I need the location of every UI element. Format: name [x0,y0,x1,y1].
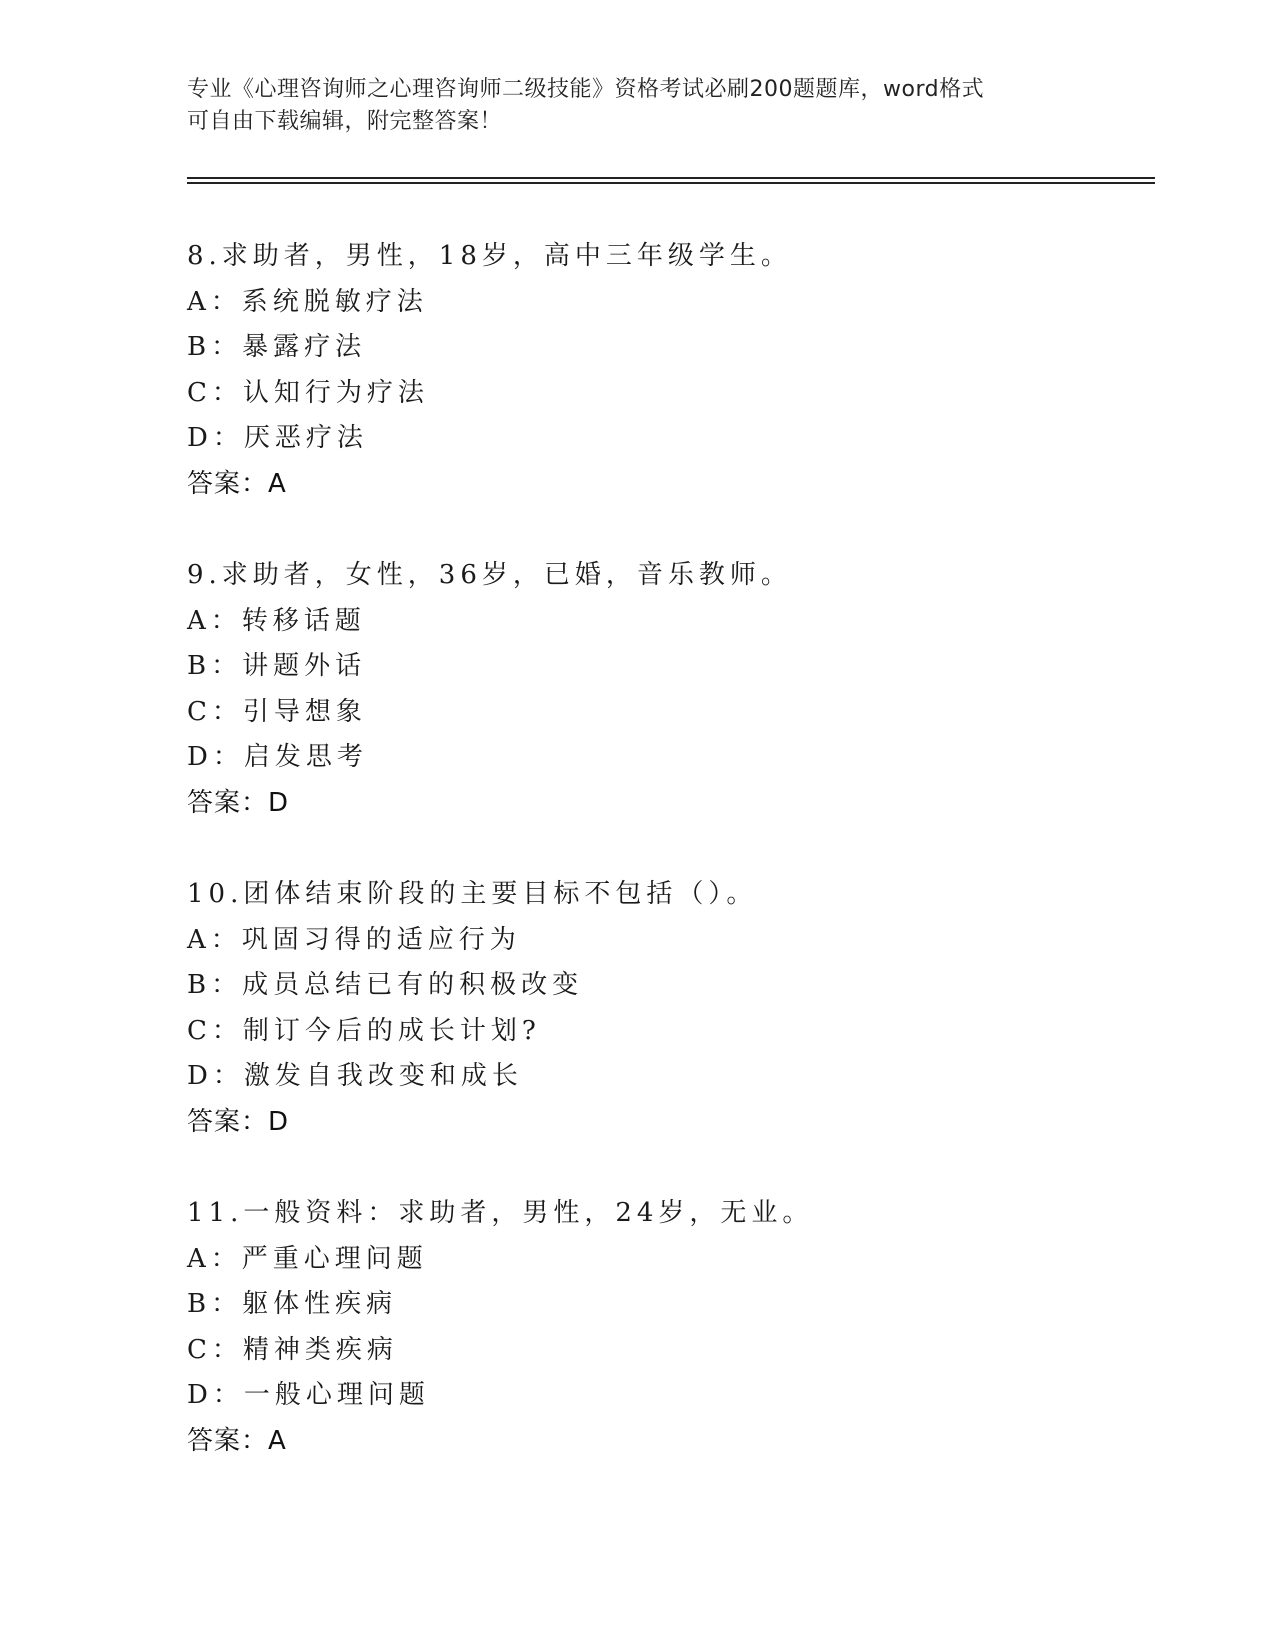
question-stem: 9.求助者，女性，36岁，已婚，音乐教师。 [187,560,792,590]
question-stem: 10.团体结束阶段的主要目标不包括（）。 [187,879,758,909]
option-c: C：制订今后的成长计划? [187,1015,541,1046]
option-a: A：严重心理问题 [187,1243,428,1274]
option-b: B：成员总结已有的积极改变 [187,970,584,1000]
option-c: C：认知行为疗法 [187,377,429,408]
header-line-1: 专业《心理咨询师之心理咨询师二级技能》资格考试必刷200题题库，word格式 [187,77,985,102]
option-a: A：巩固习得的适应行为 [187,924,521,955]
answer-line: 答案：A [187,1425,287,1456]
question-block-8 [187,234,1147,507]
question-stem: 11.一般资料：求助者，男性，24岁，无业。 [187,1198,814,1228]
option-c: C：精神类疾病 [187,1334,398,1365]
question-block-9 [187,553,1147,826]
option-a: A：转移话题 [187,605,366,636]
header-divider-top [187,177,1155,179]
option-d: D：一般心理问题 [187,1380,430,1410]
option-d: D：激发自我改变和成长 [187,1061,523,1091]
option-d: D：启发思考 [187,742,368,772]
answer-line: 答案：A [187,468,287,499]
option-b: B：讲题外话 [187,651,367,681]
option-b: B：暴露疗法 [187,332,367,362]
question-stem: 8.求助者，男性，18岁，高中三年级学生。 [187,241,792,271]
document-header [187,74,1087,138]
header-line-2: 可自由下载编辑，附完整答案！ [187,109,503,134]
answer-line: 答案：D [187,1106,290,1137]
header-divider-bottom [187,182,1155,184]
question-block-11 [187,1191,1147,1464]
question-block-10 [187,872,1147,1145]
option-d: D：厌恶疗法 [187,423,368,453]
answer-line: 答案：D [187,787,290,818]
option-b: B：躯体性疾病 [187,1289,398,1319]
option-c: C：引导想象 [187,696,367,727]
option-a: A：系统脱敏疗法 [187,286,428,317]
